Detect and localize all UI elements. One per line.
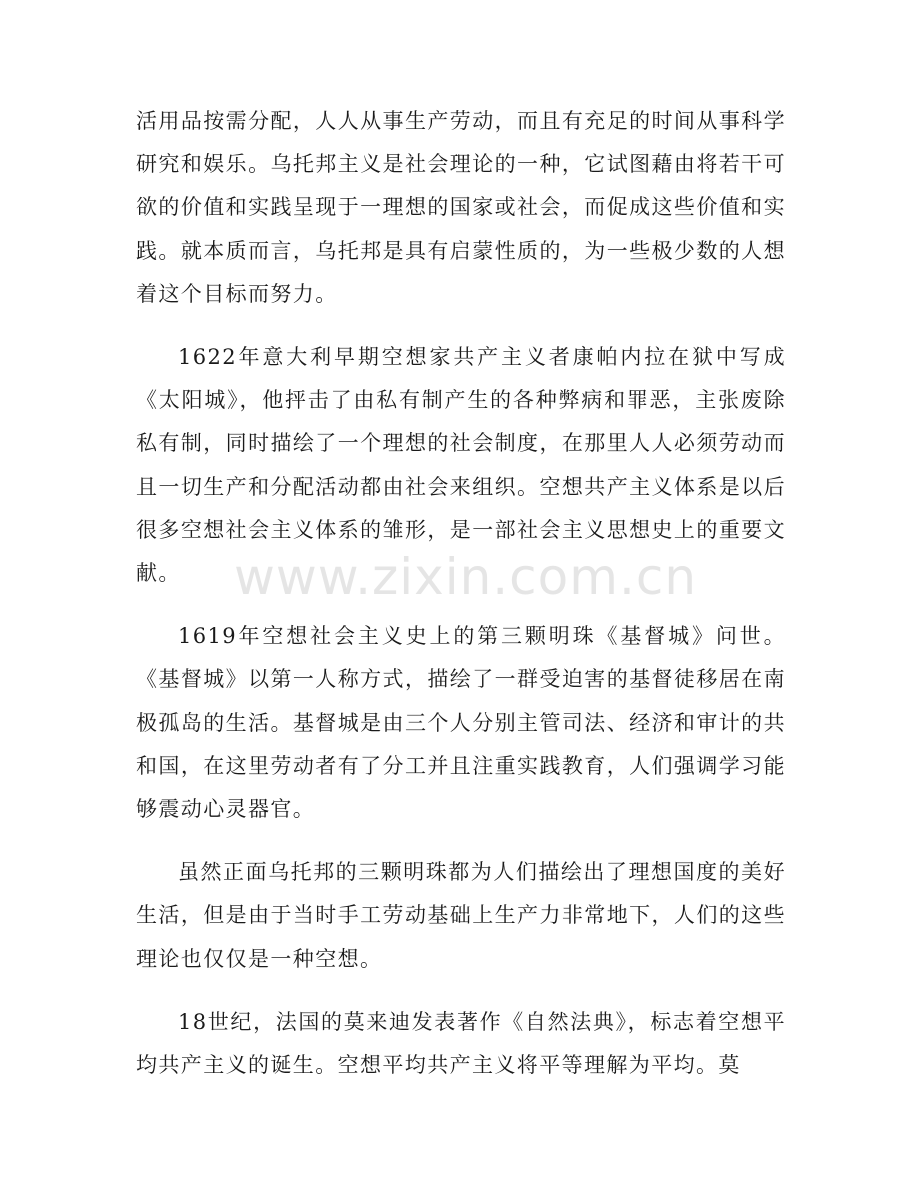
paragraph-4: 虽然正面乌托邦的三颗明珠都为人们描绘出了理想国度的美好生活，但是由于当时手工劳动基础上生产力非常地下，人们的这些理论也仅仅是一种空想。: [136, 860, 786, 971]
watermark: www.zixin.com.cn: [234, 548, 698, 606]
paragraph-2: 1622年意大利早期空想家共产主义者康帕内拉在狱中写成《太阳城》，他抨击了由私有制产生的各种弊病和罪恶，主张废除私有制，同时描绘了一个理想的社会制度，在那里人人必须劳动而且一切生产和分配活动都由社会来组织。空想共产主义体系是以后很多空想社会主义体系的雏形，是一部社会主义思想史上的重要文献。: [136, 345, 786, 586]
paragraph-1: 活用品按需分配，人人从事生产劳动，而且有充足的时间从事科学研究和娱乐。乌托邦主义是社会理论的一种，它试图藉由将若干可欲的价值和实践呈现于一理想的国家或社会，而促成这些价值和实践。就本质而言，乌托邦是具有启蒙性质的，为一些极少数的人想着这个目标而努力。: [136, 109, 786, 306]
document-body: [136, 100, 786, 1107]
paragraph-3: 1619年空想社会主义史上的第三颗明珠《基督城》问世。《基督城》以第一人称方式，描绘了一群受迫害的基督徒移居在南极孤岛的生活。基督城是由三个人分别主管司法、经济和审计的共和国，在这里劳动者有了分工并且注重实践教育，人们强调学习能够震动心灵器官。: [136, 624, 786, 822]
paragraph-5: 18世纪，法国的莫来迪发表著作《自然法典》，标志着空想平均共产主义的诞生。空想平均共产主义将平等理解为平均。莫: [136, 1009, 786, 1078]
